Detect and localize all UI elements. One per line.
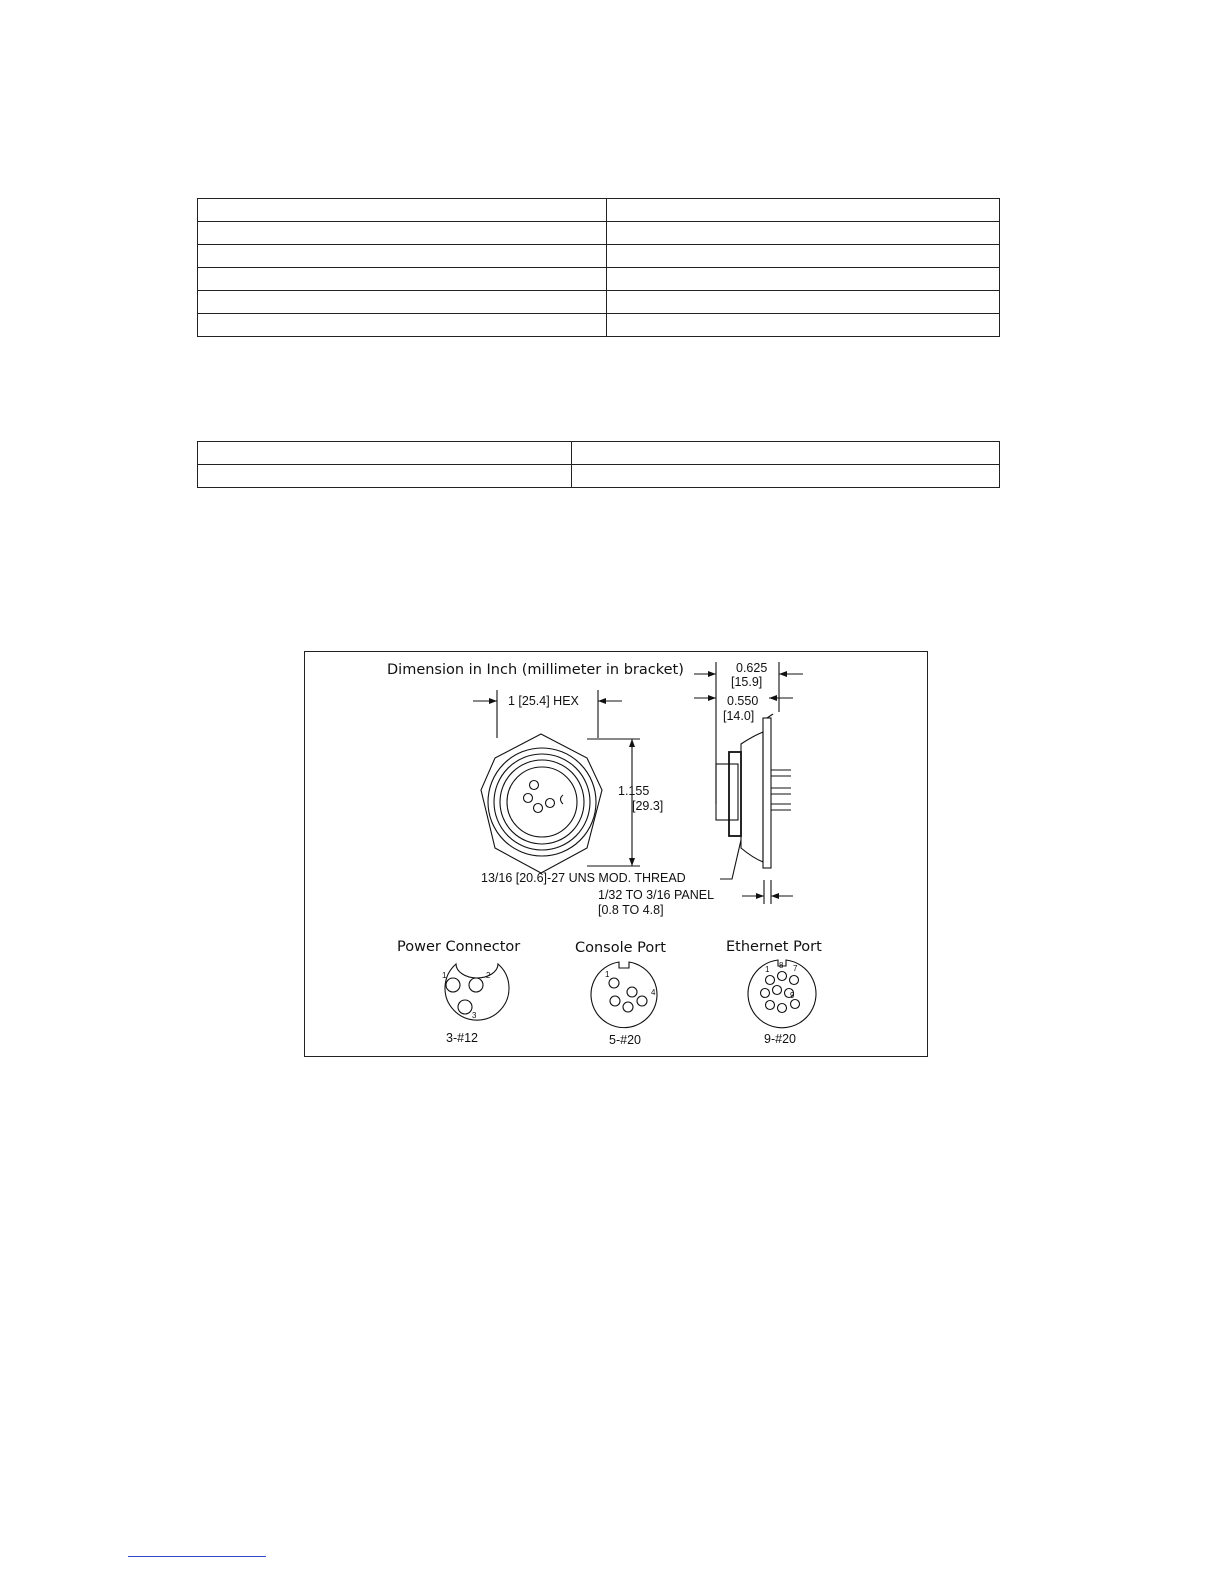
hex-front-view — [473, 690, 663, 873]
table-cell — [198, 442, 572, 465]
pin-label: 4 — [651, 988, 656, 997]
power-connector-pinout — [397, 939, 520, 1045]
pin — [637, 996, 647, 1006]
table-row — [198, 245, 1000, 268]
table-cell — [607, 291, 1000, 314]
table-cell — [607, 199, 1000, 222]
height-mm: [29.3] — [632, 799, 664, 813]
pin — [623, 1002, 633, 1012]
ethernet-port-title: Ethernet Port — [726, 939, 822, 955]
pin — [778, 972, 787, 981]
connector-dimension-figure — [304, 651, 928, 1057]
spec-table-1 — [197, 198, 1000, 337]
pin — [546, 799, 555, 808]
table-cell — [198, 199, 607, 222]
shell-ring-inner — [500, 760, 584, 844]
flange — [741, 732, 763, 862]
pin-label: 2 — [486, 971, 491, 980]
table-row — [198, 314, 1000, 337]
console-port-code: 5-#20 — [609, 1033, 641, 1047]
table-cell — [607, 222, 1000, 245]
thread-leader — [720, 840, 741, 879]
power-connector-code: 3-#12 — [446, 1031, 478, 1045]
pin — [790, 976, 799, 985]
arrow-head — [629, 739, 635, 747]
pin — [458, 1000, 472, 1014]
connector-drawing — [305, 652, 929, 1058]
pin — [524, 794, 533, 803]
pin — [446, 978, 460, 992]
spec-table-2 — [197, 441, 1000, 488]
hex-nut-side — [729, 752, 741, 836]
console-port-title: Console Port — [575, 940, 666, 956]
table-cell — [198, 314, 607, 337]
pin — [778, 1004, 787, 1013]
ethernet-port-code: 9-#20 — [764, 1032, 796, 1046]
arrow-head — [779, 671, 787, 677]
ethernet-port-face — [748, 960, 816, 1028]
key-mark — [561, 795, 564, 804]
table-row — [198, 442, 1000, 465]
thread-label: 13/16 [20.6]-27 UNS MOD. THREAD — [481, 871, 686, 885]
console-port-face — [591, 962, 657, 1028]
shell-ring-outer — [488, 748, 596, 856]
pin — [766, 1001, 775, 1010]
depth-outer-mm: [15.9] — [731, 675, 763, 689]
pin — [610, 996, 620, 1006]
table-row — [198, 268, 1000, 291]
arrow-head — [598, 698, 606, 704]
pin — [534, 804, 543, 813]
pin-label: 3 — [472, 1011, 477, 1020]
panel-plate — [763, 718, 771, 868]
pin — [761, 989, 770, 998]
ethernet-port-pinout — [726, 939, 822, 1046]
table-cell — [572, 442, 1000, 465]
table-cell — [198, 465, 572, 488]
table-cell — [198, 268, 607, 291]
table-row — [198, 222, 1000, 245]
pin-label: 8 — [779, 961, 784, 970]
pin-label: 1 — [605, 970, 610, 979]
table-cell — [572, 465, 1000, 488]
footnote-rule — [128, 1556, 266, 1557]
pin — [773, 986, 782, 995]
height-in: 1.155 — [618, 784, 650, 798]
arrow-head — [708, 695, 716, 701]
table-cell — [198, 222, 607, 245]
arrow-head — [629, 858, 635, 866]
panel-label: 1/32 TO 3/16 PANEL — [598, 888, 715, 902]
pin — [530, 781, 539, 790]
depth-inner-mm: [14.0] — [723, 709, 755, 723]
table-row — [198, 291, 1000, 314]
table-row — [198, 199, 1000, 222]
table-cell — [607, 314, 1000, 337]
arrow-head — [756, 893, 764, 899]
power-connector-title: Power Connector — [397, 939, 521, 955]
table-cell — [607, 245, 1000, 268]
shell-ring — [494, 754, 590, 850]
pin — [791, 1000, 800, 1009]
pin-label: 7 — [793, 964, 798, 973]
hex-label: 1 [25.4] HEX — [508, 694, 579, 708]
pin — [766, 976, 775, 985]
arrow-head — [771, 893, 779, 899]
pin — [609, 978, 619, 988]
panel-mm: [0.8 TO 4.8] — [598, 903, 664, 917]
pin-label: 1 — [765, 965, 770, 974]
console-port-pinout — [575, 940, 666, 1047]
pin — [469, 978, 483, 992]
arrow-head — [708, 671, 716, 677]
table-cell — [198, 245, 607, 268]
depth-outer-in: 0.625 — [736, 661, 768, 675]
pin — [627, 987, 637, 997]
table-cell — [607, 268, 1000, 291]
arrow-head — [769, 695, 777, 701]
pin-label: 1 — [442, 971, 447, 980]
arrow-head — [489, 698, 497, 704]
insert-face — [507, 767, 577, 837]
plug-body — [716, 764, 738, 820]
table-cell — [198, 291, 607, 314]
depth-inner-in: 0.550 — [727, 694, 759, 708]
plate-edge — [767, 714, 773, 718]
table-row — [198, 465, 1000, 488]
figure-title: Dimension in Inch (millimeter in bracket) — [387, 662, 684, 678]
pin-label: 9 — [790, 991, 795, 1000]
